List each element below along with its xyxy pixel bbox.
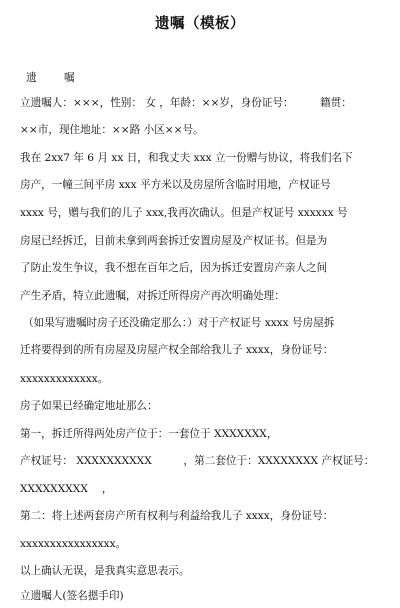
text-line: 第一，拆迁所得两处房产位于：一套位于 XXXXXXX， [20, 428, 278, 440]
text-line: 产生矛盾，特立此遗嘱，对拆迁所得房产再次明确处理： [20, 290, 285, 302]
text-line: xxxxxxxxxxxxxxxx。 [20, 538, 127, 550]
text-line: （如果写遗嘱时房子还没确定那么：）对于产权证号 xxxx 号房屋拆 [23, 317, 335, 329]
text-line: 立遗嘱人：×××，性别： 女 ，年龄：××岁，身份证号： 籍贯： [20, 97, 352, 109]
text-line: ××市，现住地址：××路 小区××号。 [20, 124, 204, 136]
text-line: 迁将要得到的所有房屋及房屋产权全部给我儿子 xxxx，身份证号： [20, 344, 334, 356]
text-line: 我在 2xx7 年 6 月 xx 日，和我丈夫 xxx 立一份赠与协议，将我们名下 [20, 152, 353, 164]
text-line: XXXXXXXXX ， [20, 483, 113, 495]
text-line: 第二：将上述两套房产所有权利与利益给我儿子 xxxx，身份证号： [20, 510, 334, 522]
text-line: 房屋已经拆迁，目前未拿到两套拆迁安置房屋及产权证书。但是为 [20, 235, 328, 247]
document-heading: 遗 嘱 [26, 72, 87, 84]
document-title: 遗嘱（模板） [155, 15, 245, 32]
text-line: 房子如果已经确定地址那么： [20, 400, 158, 412]
text-line: xxxxxxxxxxxxx。 [20, 373, 109, 385]
text-line: 了防止发生争议，我不想在百年之后，因为拆迁安置房产亲人之间 [20, 262, 328, 274]
text-line: 以上确认无误，是我真实意思表示。 [20, 565, 190, 577]
text-line: 产权证号： XXXXXXXXXX ，第二套位于：XXXXXXXX 产权证号： [20, 455, 375, 467]
signature-line: 立遗嘱人(签名摁手印) [20, 590, 124, 602]
text-line: xxxx 号，赠与我们的儿子 xxx,我再次确认。但是产权证号 xxxxxx 号 [20, 207, 348, 219]
text-line: 房产，一幢三间平房 xxx 平方米以及房屋所含临时用地，产权证号 [20, 179, 331, 191]
